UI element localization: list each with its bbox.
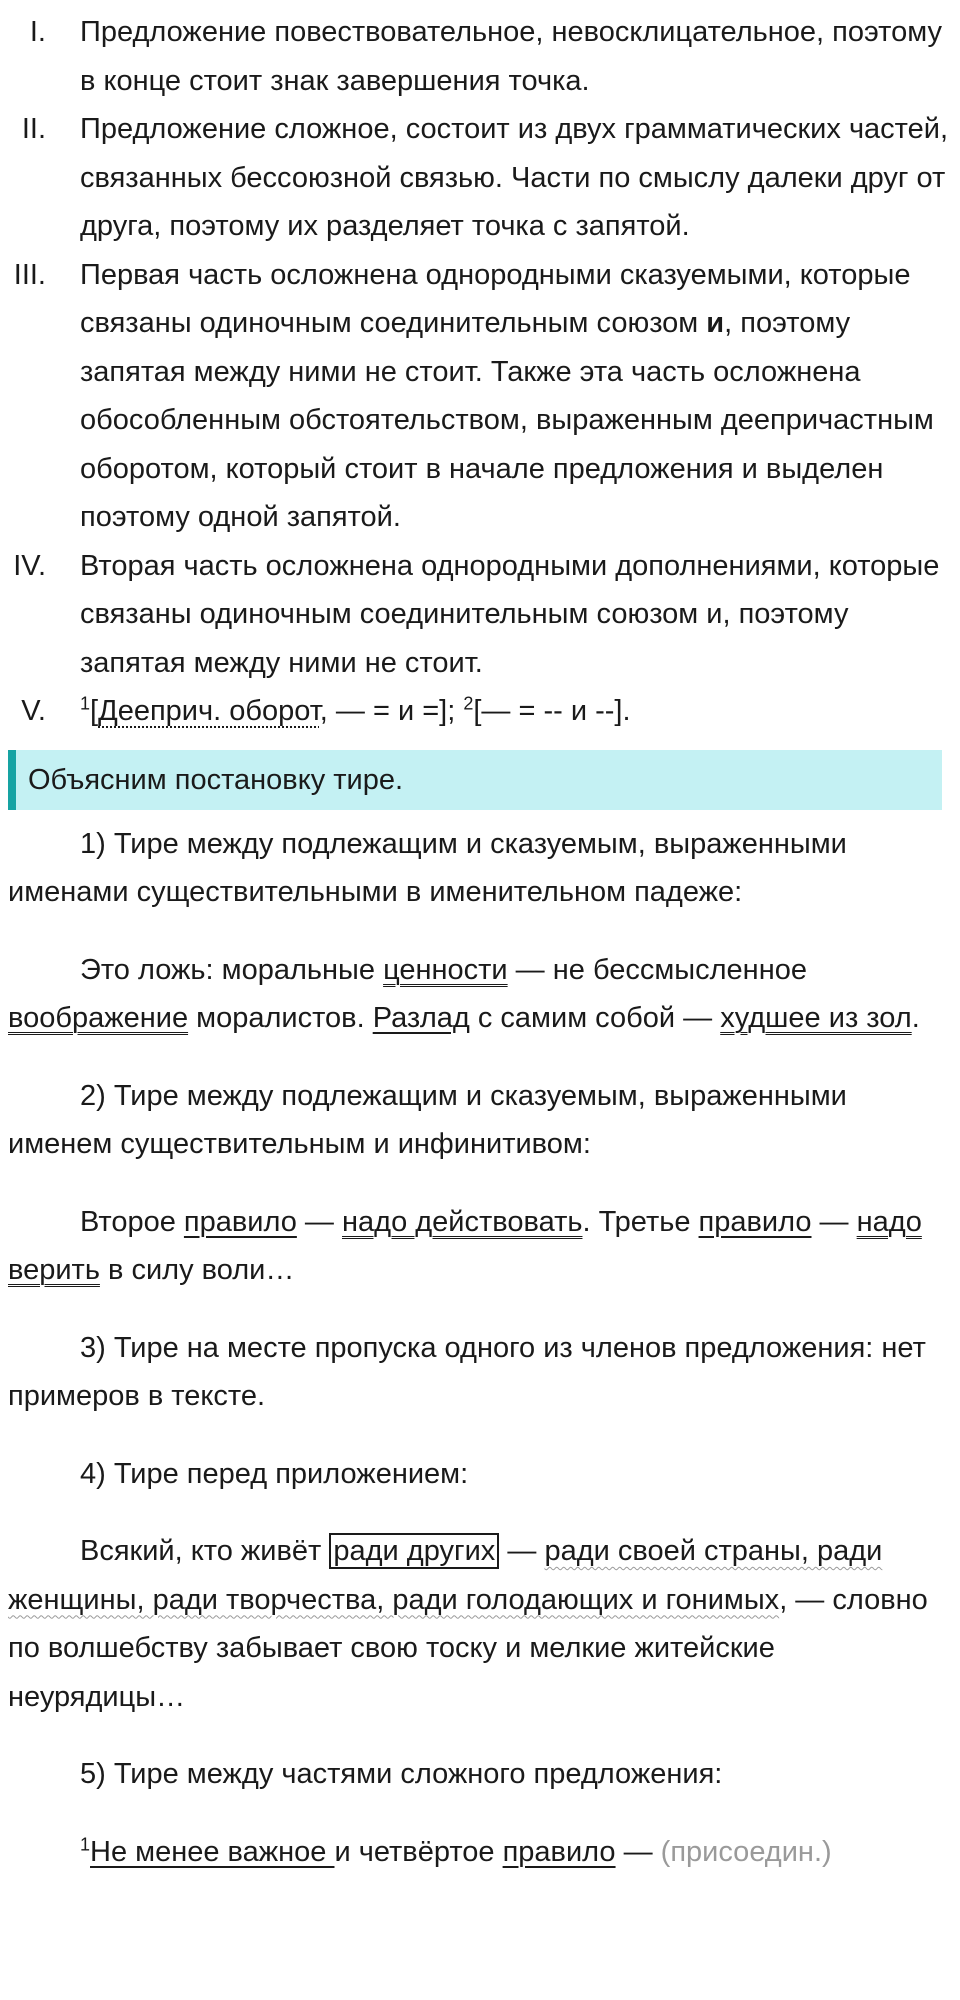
analysis-list (0, 0, 960, 736)
paragraph: 3) Тире на месте пропуска одного из членов предложения: нет примеров в тексте. (8, 1331, 926, 1412)
list-item (0, 251, 960, 542)
text-run: — (499, 1535, 545, 1567)
subject: правило (183, 1205, 297, 1238)
list-item (0, 8, 960, 105)
text-run: моралистов. (188, 1002, 373, 1034)
subject: правило (502, 1835, 616, 1868)
apposition-phrase: ради своей страны, ради женщины, ради творчества, ради голодающих и гонимых (8, 1535, 883, 1616)
predicate: надо действовать (342, 1205, 583, 1238)
text-run: и четвёртое (334, 1835, 503, 1868)
superscript: 1 (80, 1833, 91, 1854)
predicate: надо верить (8, 1205, 922, 1286)
annotation-note: (присоедин.) (660, 1835, 832, 1868)
list-item (0, 542, 960, 688)
example-paragraph (0, 1198, 960, 1295)
paragraph: 5) Тире между частями сложного предложения: (80, 1758, 723, 1790)
paragraph: 1) Тире между подлежащим и сказуемым, выраженными именами существительными в именительном падеже: (8, 827, 847, 908)
list-item-text: Предложение повествовательное, невосклицательное, поэтому в конце стоит знак завершения точка. (80, 16, 942, 97)
callout-heading: Объясним постановку тире. (8, 750, 942, 810)
superscript: 1 (80, 693, 91, 714)
example-paragraph (0, 1527, 960, 1721)
text-run: — не бессмысленное (507, 953, 807, 986)
text-run: — (811, 1205, 857, 1238)
list-number: III. (13, 258, 46, 291)
adverbial-phrase: Дееприч. оборот (98, 695, 320, 727)
boxed-word: ради других (329, 1533, 499, 1569)
text-run: с самим собой — (469, 1002, 721, 1034)
text-run: — (615, 1835, 661, 1868)
text-run: Всякий, кто живёт (80, 1535, 330, 1567)
list-item-text: Вторая часть осложнена однородными дополнениями, которые связаны одиночным соединительным союзом и, поэтому запятая между ними не стоит. (80, 549, 940, 679)
text-run: — (296, 1205, 342, 1238)
example-paragraph (0, 946, 960, 1043)
list-item (0, 105, 960, 251)
list-number: IV. (13, 549, 46, 582)
list-number: V. (21, 695, 46, 727)
text-run: , — = и =]; (319, 695, 464, 727)
paragraph: 4) Тире перед приложением: (80, 1457, 469, 1490)
text-run: в силу воли… (99, 1254, 295, 1286)
predicate: воображение (8, 1002, 189, 1034)
subject: правило (698, 1205, 812, 1238)
text-run: Второе (80, 1205, 184, 1238)
subject: Разлад (372, 1002, 470, 1034)
list-number: II. (21, 113, 46, 145)
list-item (0, 687, 960, 736)
sentence-scheme (80, 695, 631, 727)
text-run: . (911, 1002, 920, 1034)
subject: ценности (383, 953, 508, 986)
list-item-text (80, 259, 934, 534)
list-number: I. (29, 16, 46, 48)
list-item-text: Предложение сложное, состоит из двух грамматических частей, связанных бессоюзной связью. Части по смыслу далеки друг от друга, поэтому их разделяет точка с запятой. (80, 113, 949, 242)
text-run: , поэтому запятая между ними не стоит. Также эта часть осложнена обособленным обстоятельством, выраженным деепричастным оборотом, который стоит в начале предложения и выделен поэтому одной запятой. (80, 307, 934, 533)
text-run: Это ложь: моральные (80, 953, 384, 986)
text-run: , — словно по волшебству забывает свою тоску и мелкие житейские неурядицы… (8, 1583, 928, 1713)
bold-conjunction: и (706, 307, 725, 339)
paragraph: 2) Тире между подлежащим и сказуемым, выраженными именем существительным и инфинитивом: (8, 1079, 847, 1160)
example-paragraph (0, 1828, 960, 1877)
predicate: худшее из зол (720, 1002, 912, 1034)
text-run: . Третье (582, 1205, 699, 1238)
text-run: Первая часть осложнена однородными сказуемыми, которые связаны одиночным соединительным союзом (80, 258, 911, 339)
text-run: [ (90, 695, 99, 727)
superscript: 2 (463, 693, 474, 714)
text-run: [— = -- и --]. (473, 695, 631, 727)
subject: Не менее важное (90, 1835, 335, 1868)
